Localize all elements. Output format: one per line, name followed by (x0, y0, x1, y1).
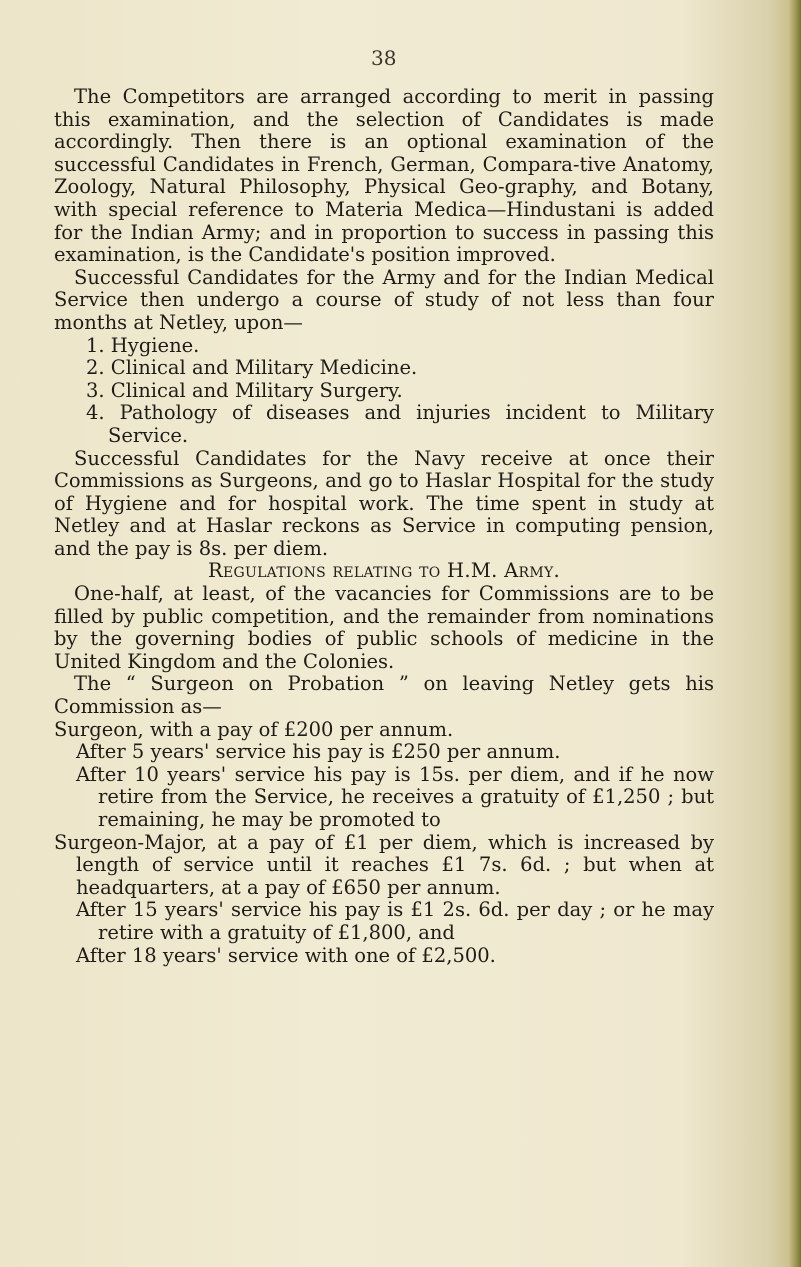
paragraph-surgeon-on-probation: The “ Surgeon on Probation ” on leaving Netley gets his Commission as— (54, 672, 714, 719)
paragraph-navy: Successful Candidates for the Navy receive at once their Commissions as Surgeons, and go to Haslar Hospital for the study of Hygiene and for hospital work. The time spent in study at Netley and at Haslar reckons as Service in computing pension, and the pay is 8s. per diem. (54, 446, 714, 560)
surgeon-major-line: Surgeon-Major, at a pay of £1 per diem, which is increased by length of service until it reaches £1 7s. 6d. ; but when at headquarters, at a pay of £650 per annum. (54, 830, 714, 899)
netley-subject-list (54, 335, 714, 448)
pay-after-18-years: After 18 years' service with one of £2,500. (76, 943, 496, 967)
pay-after-15-years: After 15 years' service his pay is £1 2s. 6d. per day ; or he may retire with a gratuity of £1,800, and (76, 898, 714, 944)
paragraph-competitors: The Competitors are arranged according to merit in passing this examination, and the selection of Candidates is made accordingly. Then there is an optional examination of the successful Candidates in French, German, Compara-tive Anatomy, Zoology, Natural Philosophy, Physical Geo-graphy, and Botany, with special reference to Materia Medica—Hindustani is added for the Indian Army; and in proportion to success in passing this examination, is the Candidate's position improved. (54, 85, 714, 267)
paragraph-vacancies: One-half, at least, of the vacancies for Commissions are to be filled by public competition, and the remainder from nominations by the governing bodies of public schools of medicine in the United Kingdom and the Colonies. (54, 582, 714, 673)
list-item: 4. Pathology of diseases and injuries incident to Military Service. (86, 401, 714, 447)
paragraph-netley-course: Successful Candidates for the Army and for the Indian Medical Service then undergo a course of study of not less than four months at Netley, upon— (54, 265, 714, 334)
pay-after-5-years: After 5 years' service his pay is £250 per annum. (76, 740, 561, 764)
list-item: 2. Clinical and Military Medicine. (86, 356, 418, 380)
section-heading: Regulations relating to H.M. Army. (208, 559, 560, 583)
body-text (54, 86, 714, 967)
list-item: 1. Hygiene. (86, 333, 200, 357)
pay-after-10-years: After 10 years' service his pay is 15s. per diem, and if he now retire from the Service, he receives a gratuity of £1,250 ; but remaining, he may be promoted to (76, 762, 714, 831)
surgeon-rank-line: Surgeon, with a pay of £200 per annum. (54, 717, 454, 741)
page-number: 38 (371, 46, 397, 70)
list-item: 3. Clinical and Military Surgery. (86, 378, 403, 402)
page-edge-shadow (789, 0, 801, 1267)
